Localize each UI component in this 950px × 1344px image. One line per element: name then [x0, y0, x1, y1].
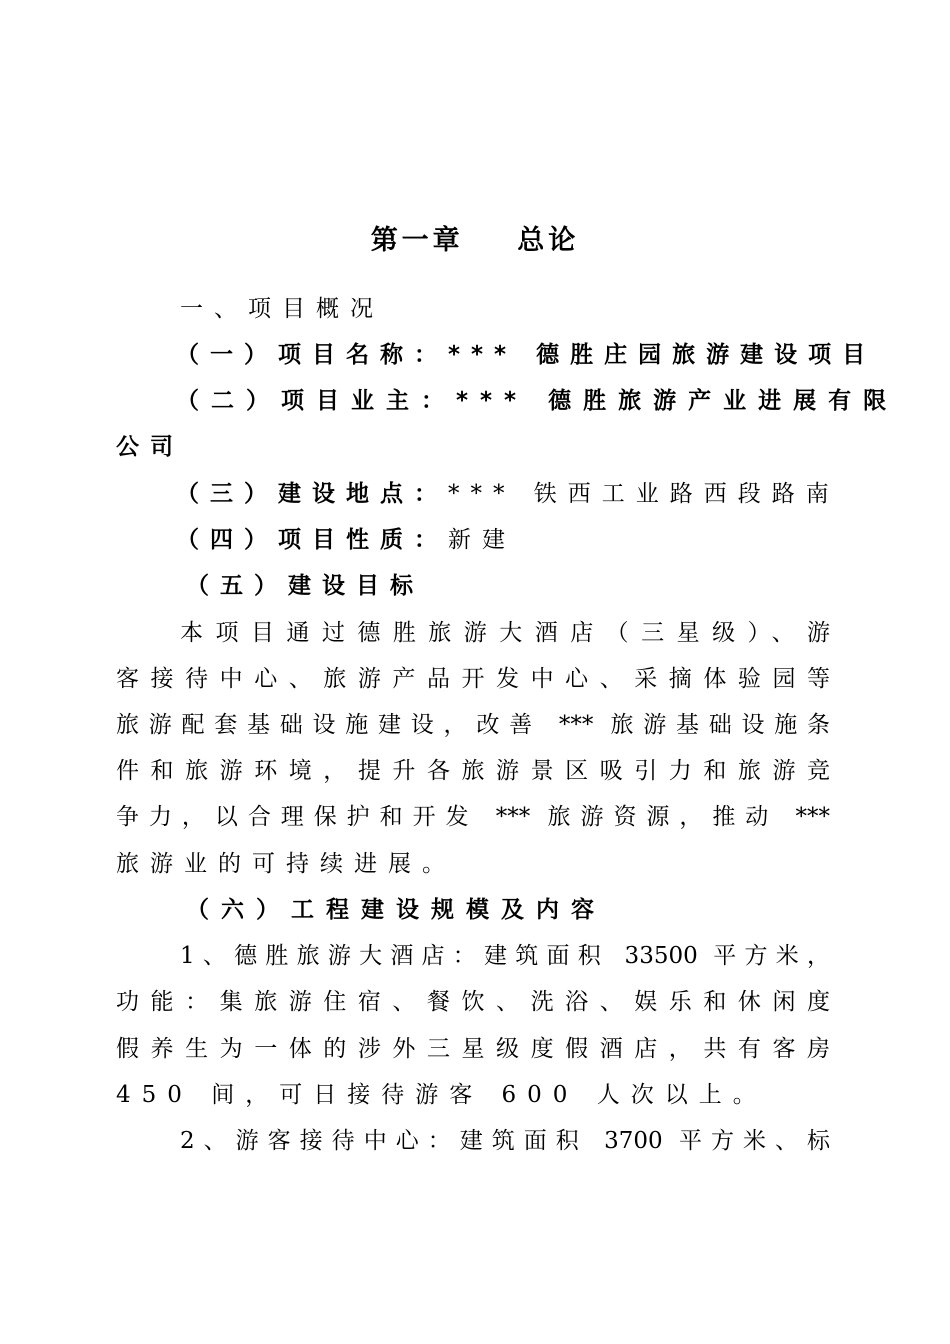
paragraph-line: 争力，以合理保护和开发 *** 旅游资源，推动 *** [116, 804, 830, 830]
item-project-owner [176, 386, 899, 416]
item-label: （三）建设地点： [176, 481, 448, 507]
paragraph-line: 假养生为一体的涉外三星级度假酒店，共有客房 [116, 1036, 830, 1062]
item-scope-heading: （六）工程建设规模及内容 [186, 897, 606, 923]
chapter-title: 第一章 总论 [370, 225, 580, 256]
paragraph-line: 450 间，可日接待游客 600 人次以上。 [116, 1082, 767, 1108]
paragraph-line: 旅游业的可持续进展。 [116, 851, 456, 877]
item-project-owner-continuation: 公司 [116, 434, 184, 460]
paragraph-line: 2、游客接待中心：建筑面积 3700 平方米、标 [180, 1128, 830, 1154]
item-value: *** 德胜旅游产业进展有限 [456, 388, 899, 414]
item-location [176, 479, 840, 509]
item-project-name [176, 340, 877, 370]
item-nature [176, 525, 830, 555]
paragraph-line: 功能：集旅游住宿、餐饮、洗浴、娱乐和休闲度 [116, 989, 830, 1015]
section-heading: 一、项目概况 [180, 296, 384, 322]
paragraph-line: 本项目通过德胜旅游大酒店（三星级）、游 [180, 620, 830, 646]
paragraph-line: 1、德胜旅游大酒店：建筑面积 33500 平方米， [180, 943, 830, 969]
paragraph-line: 旅游配套基础设施建设，改善 *** 旅游基础设施条 [116, 712, 830, 738]
item-label: （二）项目业主： [176, 388, 456, 414]
item-value: 新建 [448, 527, 516, 553]
item-label: （四）项目性质： [176, 527, 448, 553]
item-label: （一）项目名称： [176, 342, 448, 368]
paragraph-line: 客接待中心、旅游产品开发中心、采摘体验园等 [116, 666, 830, 692]
paragraph-line: 件和旅游环境，提升各旅游景区吸引力和旅游竞 [116, 758, 830, 784]
item-value: *** 德胜庄园旅游建设项目 [448, 342, 877, 368]
item-goal-heading: （五）建设目标 [186, 573, 424, 599]
item-value: *** 铁西工业路西段路南 [448, 481, 840, 507]
